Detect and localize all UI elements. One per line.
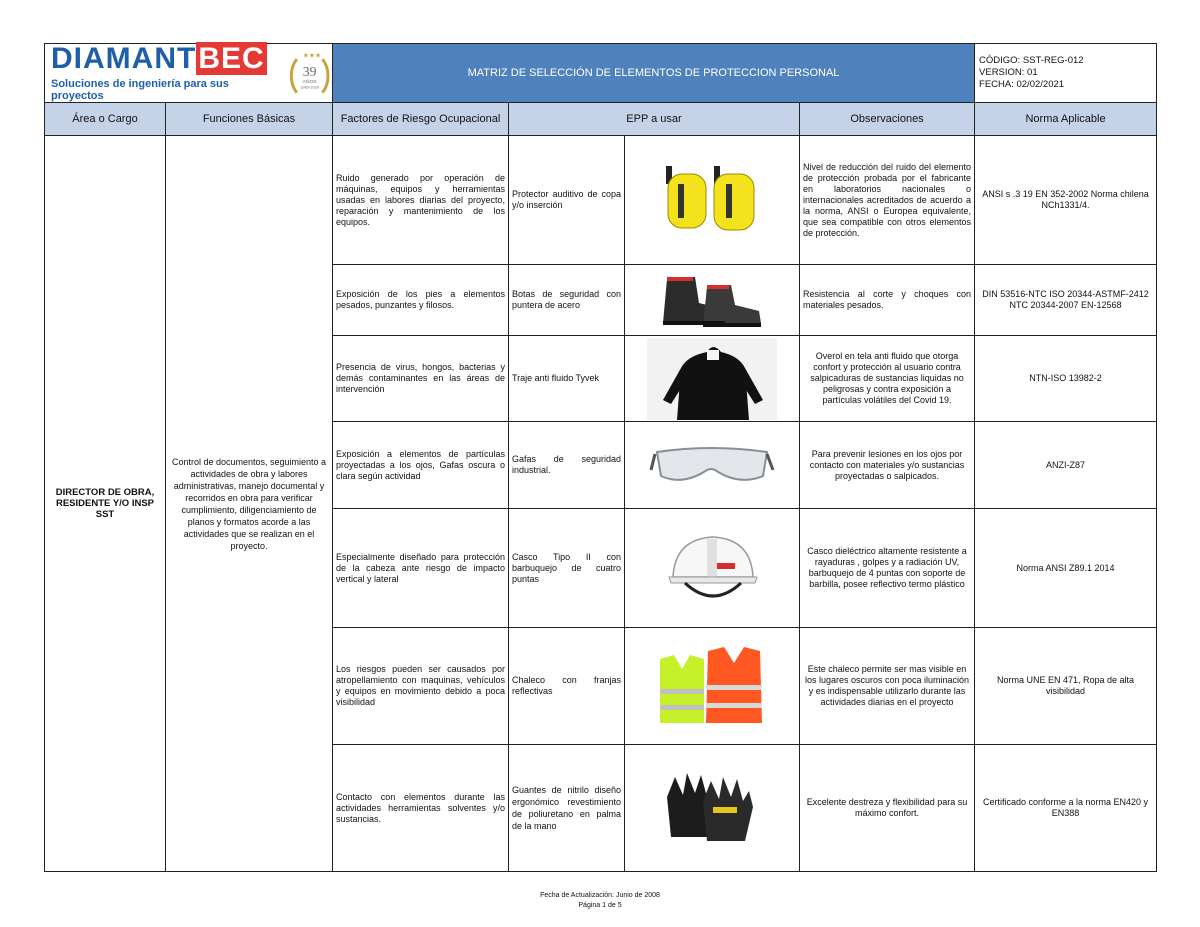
- role-area: DIRECTOR DE OBRA, RESIDENTE Y/O INSP SST: [45, 136, 166, 872]
- norm-cell: Certificado conforme a la norma EN420 y EN388: [975, 745, 1157, 872]
- column-area: Área o Cargo: [45, 103, 166, 136]
- document-page: [44, 43, 1156, 872]
- page-footer: [0, 891, 1200, 911]
- document-title: MATRIZ DE SELECCIÓN DE ELEMENTOS DE PROTECCION PERSONAL: [333, 44, 975, 103]
- risk-cell: Los riesgos pueden ser causados por atropellamiento con maquinas, vehículos y equipos en movimiento debido a poca visibilidad: [333, 628, 509, 745]
- epp-cell: Traje anti fluido Tyvek: [509, 336, 625, 422]
- risk-cell: Especialmente diseñado para protección de la cabeza ante riesgo de impacto vertical y lateral: [333, 509, 509, 628]
- safety-boots-icon: [647, 269, 777, 331]
- column-norm: Norma Aplicable: [975, 103, 1157, 136]
- risk-cell: Exposición de los pies a elementos pesados, punzantes y filosos.: [333, 265, 509, 336]
- risk-cell: Presencia de virus, hongos, bacterias y demás contaminantes en las áreas de intervención: [333, 336, 509, 422]
- norm-cell: ANZI-Z87: [975, 422, 1157, 509]
- column-observations: Observaciones: [800, 103, 975, 136]
- seal-number: 39: [302, 63, 317, 79]
- ear-muffs-icon: [652, 160, 772, 240]
- seal-years: AÑOS: [302, 79, 317, 85]
- column-epp: EPP a usar: [509, 103, 800, 136]
- norm-cell: Norma ANSI Z89.1 2014: [975, 509, 1157, 628]
- observation-cell: Nivel de reducción del ruido del elemento de protección probada por el fabricante en laboratorios nacionales o internacionales acreditados de acuerdo a la norma, ANSI o Europea equivalente, que sea compatible con otros elementos de protección.: [800, 136, 975, 265]
- observation-cell: Overol en tela anti fluido que otorga confort y protección al usuario contra salpicaduras de sustancias liquidas no peligrosas y contra exposición a partículas volátiles del Covid 19.: [800, 336, 975, 422]
- reflective-vest-icon: [652, 645, 772, 727]
- footer-page-number: Página 1 de 5: [578, 902, 622, 909]
- document-date: FECHA: 02/02/2021: [979, 79, 1065, 90]
- epp-cell: Protector auditivo de copa y/o inserción: [509, 136, 625, 265]
- logo-tagline: Soluciones de ingeniería para sus proyectos: [51, 78, 229, 102]
- observation-cell: Para prevenir lesiones en los ojos por contacto con materiales y/o sustancias proyectadas o salpicados.: [800, 422, 975, 509]
- role-functions: Control de documentos, seguimiento a actividades de obra y labores administrativas, manejo documental y recorridos en obra para verificar cumplimiento, diligenciamiento de planos y formatos acorde a las actividades que se realizan en el proyecto.: [166, 136, 333, 872]
- norm-cell: DIN 53516-NTC ISO 20344-ASTMF-2412 NTC 20344-2007 EN-12568: [975, 265, 1157, 336]
- risk-cell: Ruido generado por operación de máquinas, equipos y herramientas usadas en labores diarias del proyecto, reparación y mantenimiento de los equipos.: [333, 136, 509, 265]
- column-header-row: [45, 103, 1157, 136]
- observation-cell: Este chaleco permite ser mas visible en los lugares oscuros con poca iluminación y es indispensable utilizarlo durante las actividades diarias en el proyecto: [800, 628, 975, 745]
- epp-cell: Gafas de seguridad industrial.: [509, 422, 625, 509]
- logo-name-part2: BEC: [198, 42, 265, 75]
- table-row: [45, 136, 1157, 265]
- company-logo: [45, 44, 333, 103]
- epp-cell: Guantes de nitrilo diseño ergonómico revestimiento de poliuretano en palma de la mano: [509, 745, 625, 872]
- risk-cell: Exposición a elementos de partículas proyectadas a los ojos, Gafas oscura o clara según actividad: [333, 422, 509, 509]
- observation-cell: Resistencia al corte y choques con materiales pesados.: [800, 265, 975, 336]
- norm-cell: ANSI s .3 19 EN 352-2002 Norma chilena NCh1331/4.: [975, 136, 1157, 265]
- logo-name-part1: DIAMANT: [51, 42, 197, 75]
- observation-cell: Excelente destreza y flexibilidad para su máximo confort.: [800, 745, 975, 872]
- column-functions: Funciones Básicas: [166, 103, 333, 136]
- safety-glasses-icon: [649, 430, 775, 500]
- risk-cell: Contacto con elementos durante las actividades herramientas solventes y/o sustancias.: [333, 745, 509, 872]
- document-code: CÓDIGO: SST-REG-012: [979, 55, 1084, 66]
- epp-cell: Casco Tipo II con barbuquejo de cuatro puntas: [509, 509, 625, 628]
- anniversary-seal-icon: [287, 47, 332, 99]
- footer-update-date: Fecha de Actualización: Junio de 2008: [540, 892, 660, 899]
- observation-cell: Casco dieléctrico altamente resistente a rayaduras , golpes y a radiación UV, barbuquejo de 4 puntas con soporte de barbilla, posee reflectivo termo plástico: [800, 509, 975, 628]
- header-row: [45, 44, 1157, 103]
- epp-cell: Chaleco con franjas reflectivas: [509, 628, 625, 745]
- document-meta: [975, 44, 1157, 103]
- svg-text:★★★: ★★★: [302, 51, 321, 60]
- norm-cell: Norma UNE EN 471, Ropa de alta visibilidad: [975, 628, 1157, 745]
- epp-matrix-table: [44, 43, 1157, 872]
- tyvek-suit-icon: [647, 338, 777, 420]
- document-version: VERSION: 01: [979, 67, 1038, 78]
- helmet-icon: [657, 523, 767, 613]
- norm-cell: NTN-ISO 13982-2: [975, 336, 1157, 422]
- seal-range: 1983-2020: [299, 84, 319, 90]
- gloves-icon: [657, 767, 767, 849]
- epp-cell: Botas de seguridad con puntera de acero: [509, 265, 625, 336]
- column-risk: Factores de Riesgo Ocupacional: [333, 103, 509, 136]
